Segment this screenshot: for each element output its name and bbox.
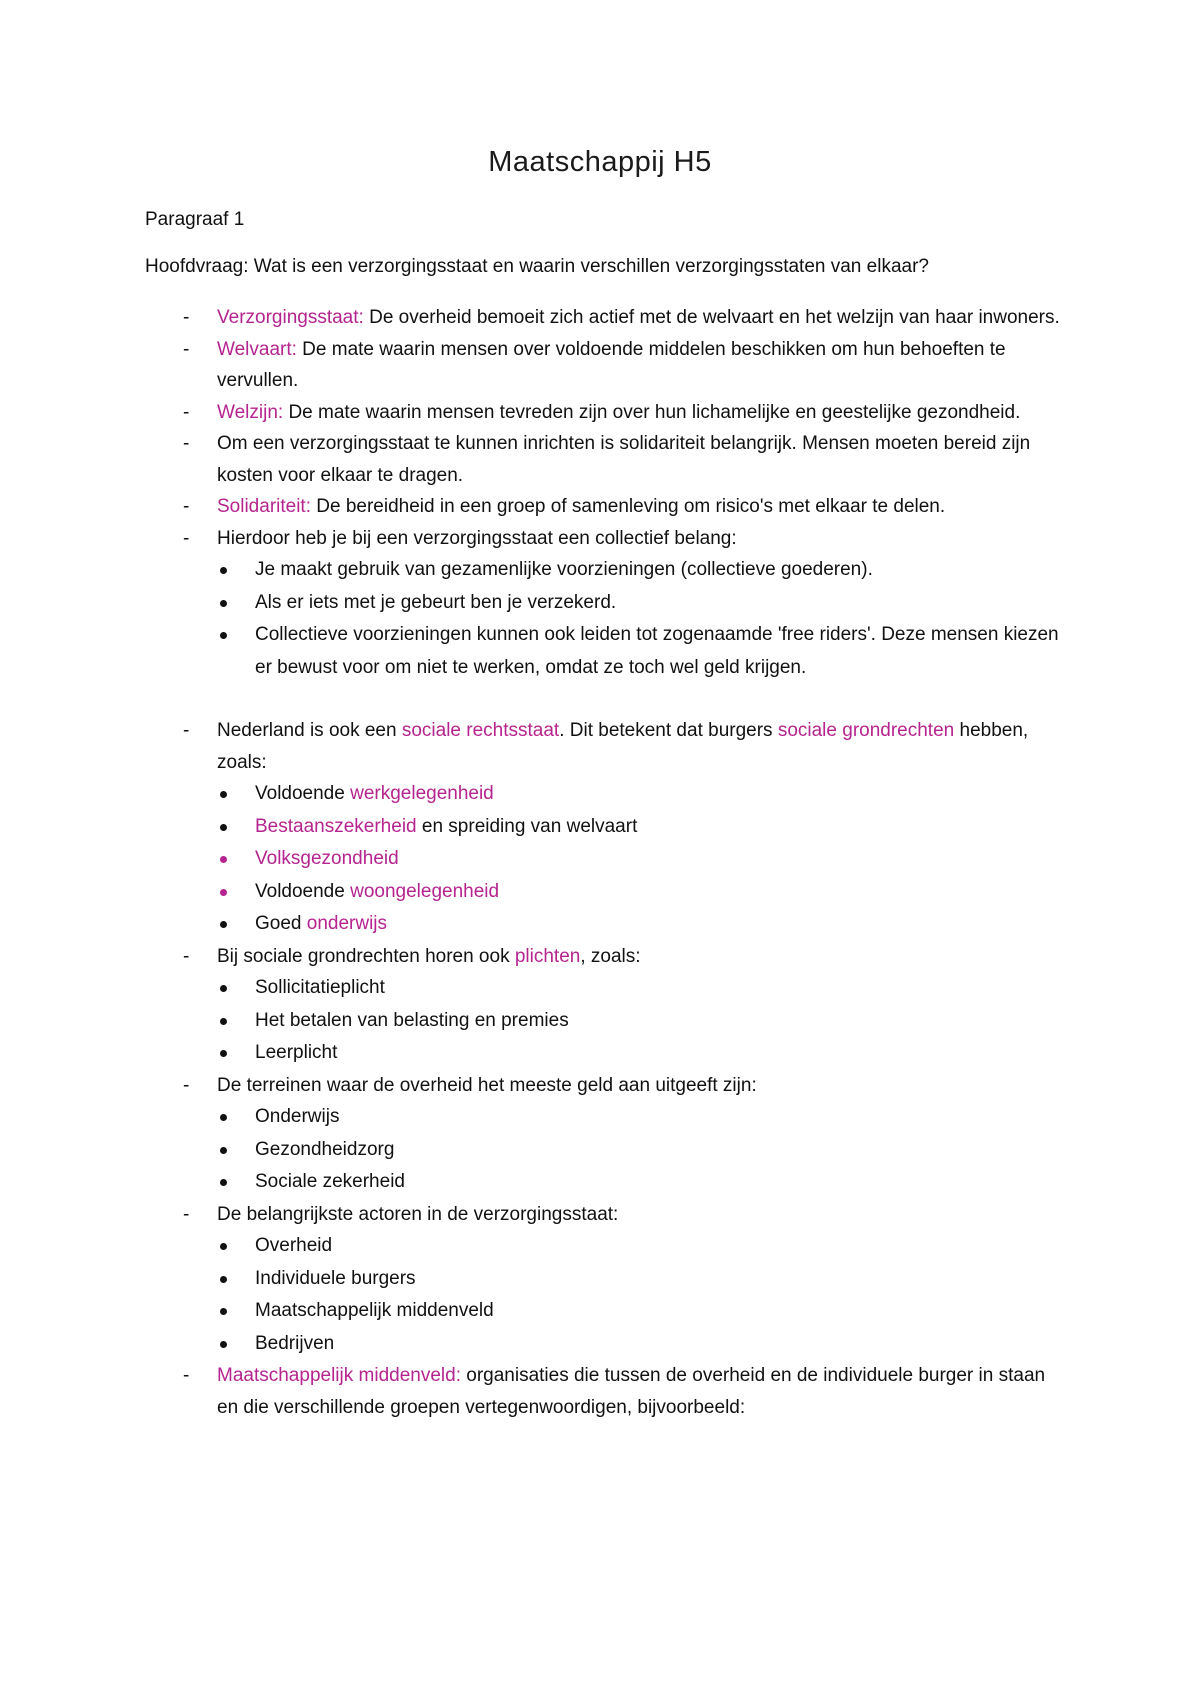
bullet-text: Overheid: [255, 1235, 333, 1256]
bullet-text: Het betalen van belasting en premies: [255, 1009, 569, 1031]
bullet-item: [145, 1328, 1065, 1361]
dash-marker: -: [183, 720, 190, 741]
item-text: Nederland is ook een: [217, 720, 402, 741]
list-item-middenveld: [145, 1360, 1065, 1423]
bullet-icon: [220, 791, 227, 798]
bullet-text: Leerplicht: [255, 1042, 338, 1063]
dash-marker: -: [183, 527, 190, 549]
bullet-icon: [220, 1179, 227, 1186]
bullet-item: [145, 619, 1065, 684]
bullet-icon: [220, 921, 227, 928]
bullet-item: [145, 554, 1065, 587]
bullet-item: [145, 587, 1065, 620]
item-text: hebben, zoals:: [217, 720, 1029, 773]
blank-line: [145, 684, 1065, 715]
term-label: Verzorgingsstaat:: [217, 307, 364, 328]
bullet-item: [145, 876, 1065, 909]
list-item-welzijn: [145, 397, 1065, 429]
term-label: onderwijs: [306, 913, 388, 934]
bullet-text: Goed: [255, 913, 307, 934]
term-label: Welzijn:: [217, 401, 284, 423]
bullet-icon: [220, 1018, 227, 1025]
bullet-item: [145, 1101, 1065, 1134]
bullet-icon: [220, 1114, 227, 1121]
list-item-verzorgingsstaat: [145, 302, 1065, 334]
list-item-plichten: [145, 941, 1065, 973]
list-item-solidariteit-intro: [145, 428, 1065, 491]
term-label: werkgelegenheid: [350, 783, 494, 804]
document-title: Maatschappij H5: [488, 146, 712, 178]
definition-text: De overheid bemoeit zich actief met de welvaart en het welzijn van haar inwoners.: [363, 307, 1060, 328]
dash-marker: -: [183, 338, 190, 360]
dash-marker: -: [183, 433, 190, 454]
list-item-welvaart: [145, 334, 1065, 397]
term-label: sociale grondrechten: [777, 720, 955, 741]
item-text: De belangrijkste actoren in de verzorgingsstaat:: [217, 1203, 619, 1225]
bullet-icon: [220, 889, 227, 896]
item-text: , zoals:: [580, 945, 641, 967]
list-item-collectief-belang: [145, 523, 1065, 555]
term-label: Solidariteit:: [217, 496, 311, 517]
bullet-text: Sociale zekerheid: [255, 1171, 405, 1192]
bullet-icon: [220, 600, 227, 607]
bullet-item: [145, 1037, 1065, 1070]
term-label: Maatschappelijk middenveld:: [217, 1365, 461, 1386]
item-text: . Dit betekent dat burgers: [559, 720, 778, 741]
list-item-terreinen: [145, 1070, 1065, 1102]
item-text: Bij sociale grondrechten horen ook: [217, 945, 515, 967]
bullet-text: Je maakt gebruik van gezamenlijke voorzieningen (collectieve goederen).: [255, 559, 873, 580]
dash-marker: -: [183, 496, 190, 517]
bullet-text: Voldoende: [255, 880, 351, 902]
item-text: Om een verzorgingsstaat te kunnen inrichten is solidariteit belangrijk. Mensen moeten bereid zijn kosten voor elkaar te dragen.: [217, 433, 1031, 486]
bullet-icon: [220, 1308, 227, 1315]
term-label: Welvaart:: [217, 338, 297, 360]
bullet-icon: [220, 1147, 227, 1154]
list-item-sociale-rechtsstaat: [145, 715, 1065, 778]
bullet-text: Collectieve voorzieningen kunnen ook leiden tot zogenaamde 'free riders'. Deze mensen kiezen er bewust voor om niet te werken, omdat ze toch wel geld krijgen.: [255, 624, 1059, 678]
definition-text: De bereidheid in een groep of samenleving om risico's met elkaar te delen.: [311, 496, 946, 517]
main-question: Hoofdvraag: Wat is een verzorgingsstaat en waarin verschillen verzorgingsstaten van elkaar?: [145, 256, 929, 277]
bullet-text: Gezondheidzorg: [255, 1138, 395, 1160]
dash-marker: -: [183, 1074, 190, 1096]
bullet-icon: [220, 1276, 227, 1283]
bullet-text: Individuele burgers: [255, 1267, 416, 1289]
bullet-icon: [220, 985, 227, 992]
term-label: Bestaanszekerheid: [255, 815, 417, 837]
term-label: Volksgezondheid: [255, 848, 399, 869]
bullet-item: [145, 843, 1065, 876]
bullet-text: Als er iets met je gebeurt ben je verzekerd.: [255, 591, 617, 613]
term-label: sociale rechtsstaat: [401, 720, 560, 741]
dash-marker: -: [183, 945, 190, 967]
bullet-text: Maatschappelijk middenveld: [255, 1300, 494, 1321]
bullet-text: Sollicitatieplicht: [255, 977, 385, 998]
bullet-item: [145, 778, 1065, 811]
item-text: Hierdoor heb je bij een verzorgingsstaat een collectief belang:: [217, 527, 737, 549]
item-text: De terreinen waar de overheid het meeste geld aan uitgeeft zijn:: [217, 1074, 757, 1096]
bullet-item: [145, 972, 1065, 1005]
bullet-icon: [220, 567, 227, 574]
bullet-text: Voldoende: [255, 783, 351, 804]
bullet-item: [145, 908, 1065, 941]
bullet-item: [145, 1295, 1065, 1328]
bullet-icon: [220, 824, 227, 831]
list-item-actoren: [145, 1199, 1065, 1231]
bullet-text: Onderwijs: [255, 1106, 340, 1127]
bullet-item: [145, 1263, 1065, 1296]
dash-marker: -: [183, 307, 190, 328]
definition-text: De mate waarin mensen over voldoende middelen beschikken om hun behoeften te vervullen.: [217, 338, 1006, 391]
bullet-text: en spreiding van welvaart: [416, 815, 638, 837]
list-item-solidariteit: [145, 491, 1065, 523]
bullet-item: [145, 1166, 1065, 1199]
definition-text: organisaties die tussen de overheid en de individuele burger in staan en die verschillende groepen vertegenwoordigen, bijvoorbeeld:: [217, 1365, 1046, 1418]
bullet-item: [145, 1230, 1065, 1263]
bullet-icon: [220, 1341, 227, 1348]
bullet-icon: [220, 856, 227, 863]
bullet-icon: [220, 1050, 227, 1057]
dash-marker: -: [183, 1365, 190, 1386]
content-body: [145, 302, 1065, 1423]
bullet-item: [145, 1134, 1065, 1167]
bullet-icon: [220, 1243, 227, 1250]
paragraph-label: Paragraaf 1: [145, 209, 245, 230]
bullet-text: Bedrijven: [255, 1332, 335, 1354]
dash-marker: -: [183, 1203, 190, 1225]
definition-text: De mate waarin mensen tevreden zijn over hun lichamelijke en geestelijke gezondheid.: [283, 401, 1021, 423]
term-label: plichten: [514, 945, 581, 967]
bullet-item: [145, 811, 1065, 844]
term-label: woongelegenheid: [350, 880, 500, 902]
bullet-item: [145, 1005, 1065, 1038]
bullet-icon: [220, 632, 227, 639]
dash-marker: -: [183, 401, 190, 423]
